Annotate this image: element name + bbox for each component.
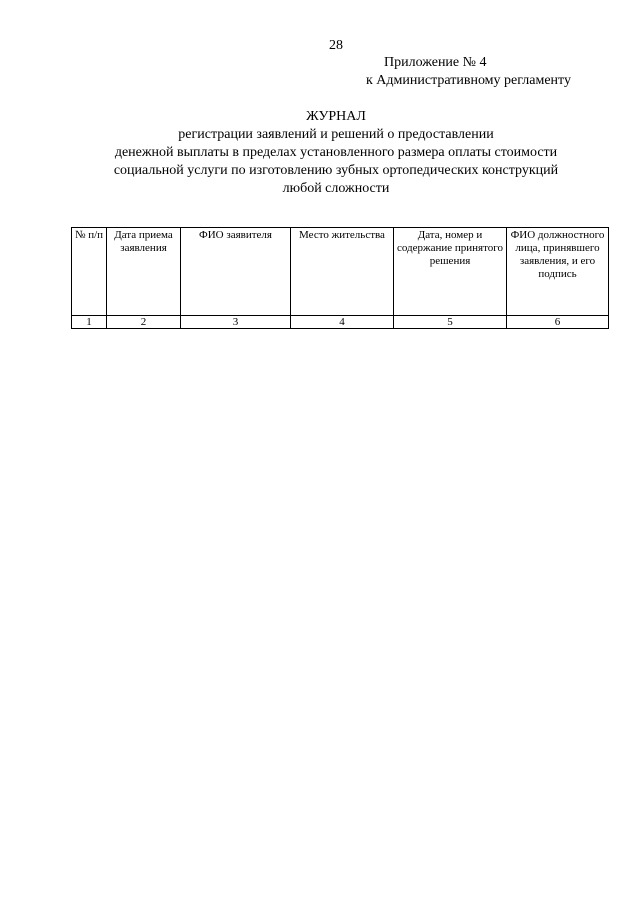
page-number: 28 <box>329 38 343 53</box>
document-subtitle-line-3: социальной услуги по изготовлению зубных ортопедических конструкций <box>113 163 559 178</box>
table-header-row <box>72 228 609 316</box>
appendix-label: Приложение № 4 <box>384 55 487 70</box>
document-subtitle-line-4: любой сложности <box>282 181 390 196</box>
journal-table <box>71 227 609 329</box>
document-title: ЖУРНАЛ <box>306 109 366 124</box>
header-residence: Место жительства <box>291 228 394 316</box>
header-decision: Дата, номер и содержание принятого решения <box>394 228 507 316</box>
appendix-reference: к Административному регламенту <box>366 73 571 88</box>
header-application-date: Дата приема заявления <box>107 228 181 316</box>
header-official: ФИО должностного лица, принявшего заявления, и его подпись <box>507 228 609 316</box>
column-number-1: 1 <box>72 316 107 329</box>
column-number-3: 3 <box>181 316 291 329</box>
document-subtitle-line-2: денежной выплаты в пределах установленного размера оплаты стоимости <box>114 145 558 160</box>
column-number-4: 4 <box>291 316 394 329</box>
header-number: № п/п <box>72 228 107 316</box>
document-subtitle-line-1: регистрации заявлений и решений о предоставлении <box>178 127 494 142</box>
column-number-5: 5 <box>394 316 507 329</box>
header-applicant-name: ФИО заявителя <box>181 228 291 316</box>
column-number-2: 2 <box>107 316 181 329</box>
table-number-row <box>72 316 609 329</box>
column-number-6: 6 <box>507 316 609 329</box>
